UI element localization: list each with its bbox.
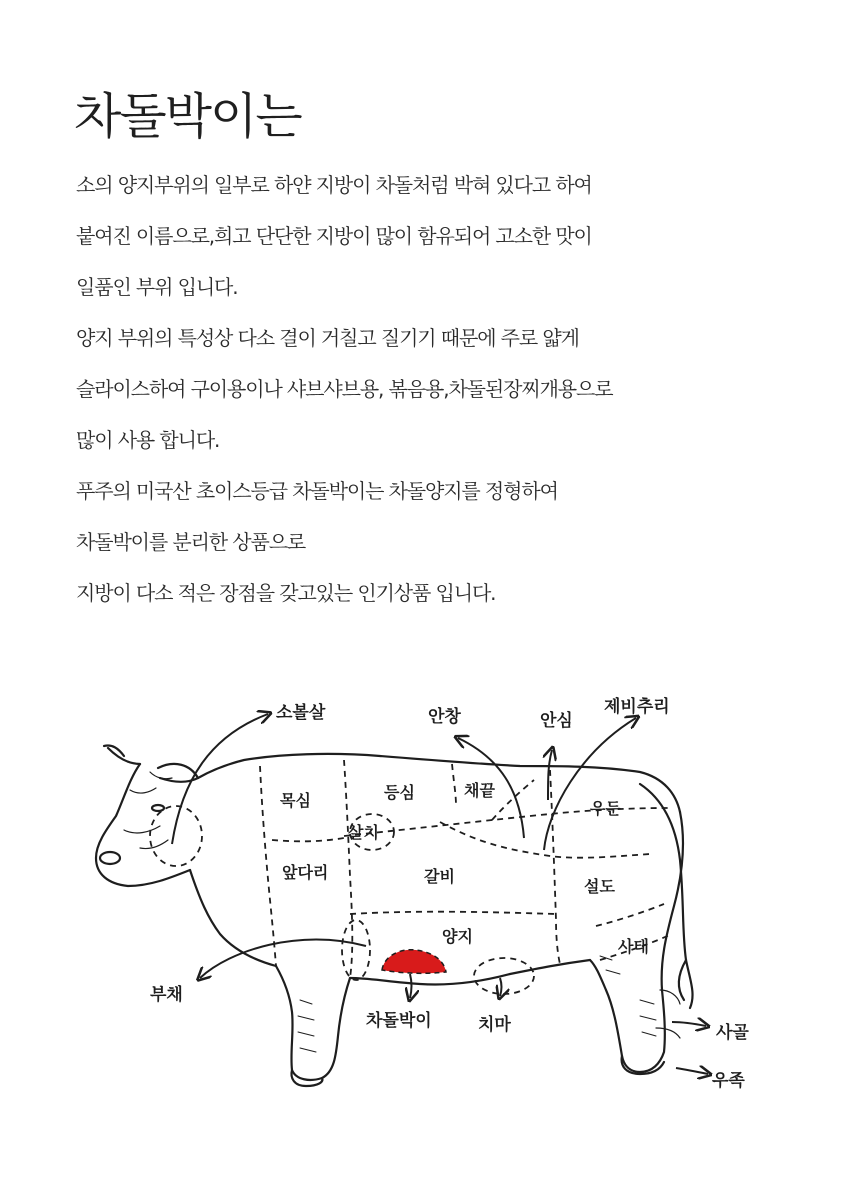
- label-satae: 사태: [618, 937, 649, 956]
- beef-cuts-diagram: [0, 660, 860, 1130]
- label-galbi: 갈비: [424, 867, 455, 886]
- chadolbaki-highlight: [382, 950, 446, 974]
- label-arrows: [172, 714, 708, 1074]
- description-line: 슬라이스하여 구이용이나 샤브샤브용, 볶음용,차돌된장찌개용으로: [76, 377, 613, 401]
- label-chaekkeut: 채끝: [464, 781, 495, 800]
- description-line: 차돌박이를 분리한 상품으로: [76, 530, 306, 554]
- label-chima: 치마: [478, 1015, 511, 1035]
- description-line: 일품인 부위 입니다.: [76, 275, 238, 299]
- description-line: 붙여진 이름으로,희고 단단한 지방이 많이 함유되어 고소한 맛이: [76, 224, 592, 248]
- label-ansim: 안심: [540, 711, 573, 731]
- description-line: 지방이 다소 적은 장점을 갖고있는 인기상품 입니다.: [76, 581, 496, 605]
- description-line: 많이 사용 합니다.: [76, 428, 220, 452]
- label-udun: 우둔: [590, 799, 621, 818]
- label-anchang: 안창: [428, 707, 461, 727]
- label-deungsim: 등심: [384, 783, 415, 802]
- label-moksim: 목심: [280, 791, 311, 810]
- description-line: 양지 부위의 특성상 다소 결이 거칠고 질기기 때문에 주로 얇게: [76, 326, 579, 350]
- label-salchi: 살치: [348, 823, 379, 842]
- description-line: 푸주의 미국산 초이스등급 차돌박이는 차돌양지를 정형하여: [76, 479, 558, 503]
- label-yangji: 양지: [442, 927, 473, 946]
- label-seoldo: 설도: [584, 877, 615, 896]
- description-paragraph: [76, 160, 612, 619]
- label-sagol: 사골: [716, 1023, 749, 1043]
- label-ujok: 우족: [712, 1071, 745, 1091]
- label-chadolbaki: 차돌박이: [366, 1011, 432, 1031]
- label-jebichuri: 제비추리: [604, 697, 670, 717]
- label-sobolsal: 소볼살: [276, 703, 326, 723]
- description-line: 소의 양지부위의 일부로 하얀 지방이 차돌처럼 박혀 있다고 하여: [76, 173, 592, 197]
- label-apdari: 앞다리: [282, 863, 329, 882]
- page-title: 차돌박이는: [74, 88, 301, 145]
- label-buchae: 부채: [150, 985, 183, 1005]
